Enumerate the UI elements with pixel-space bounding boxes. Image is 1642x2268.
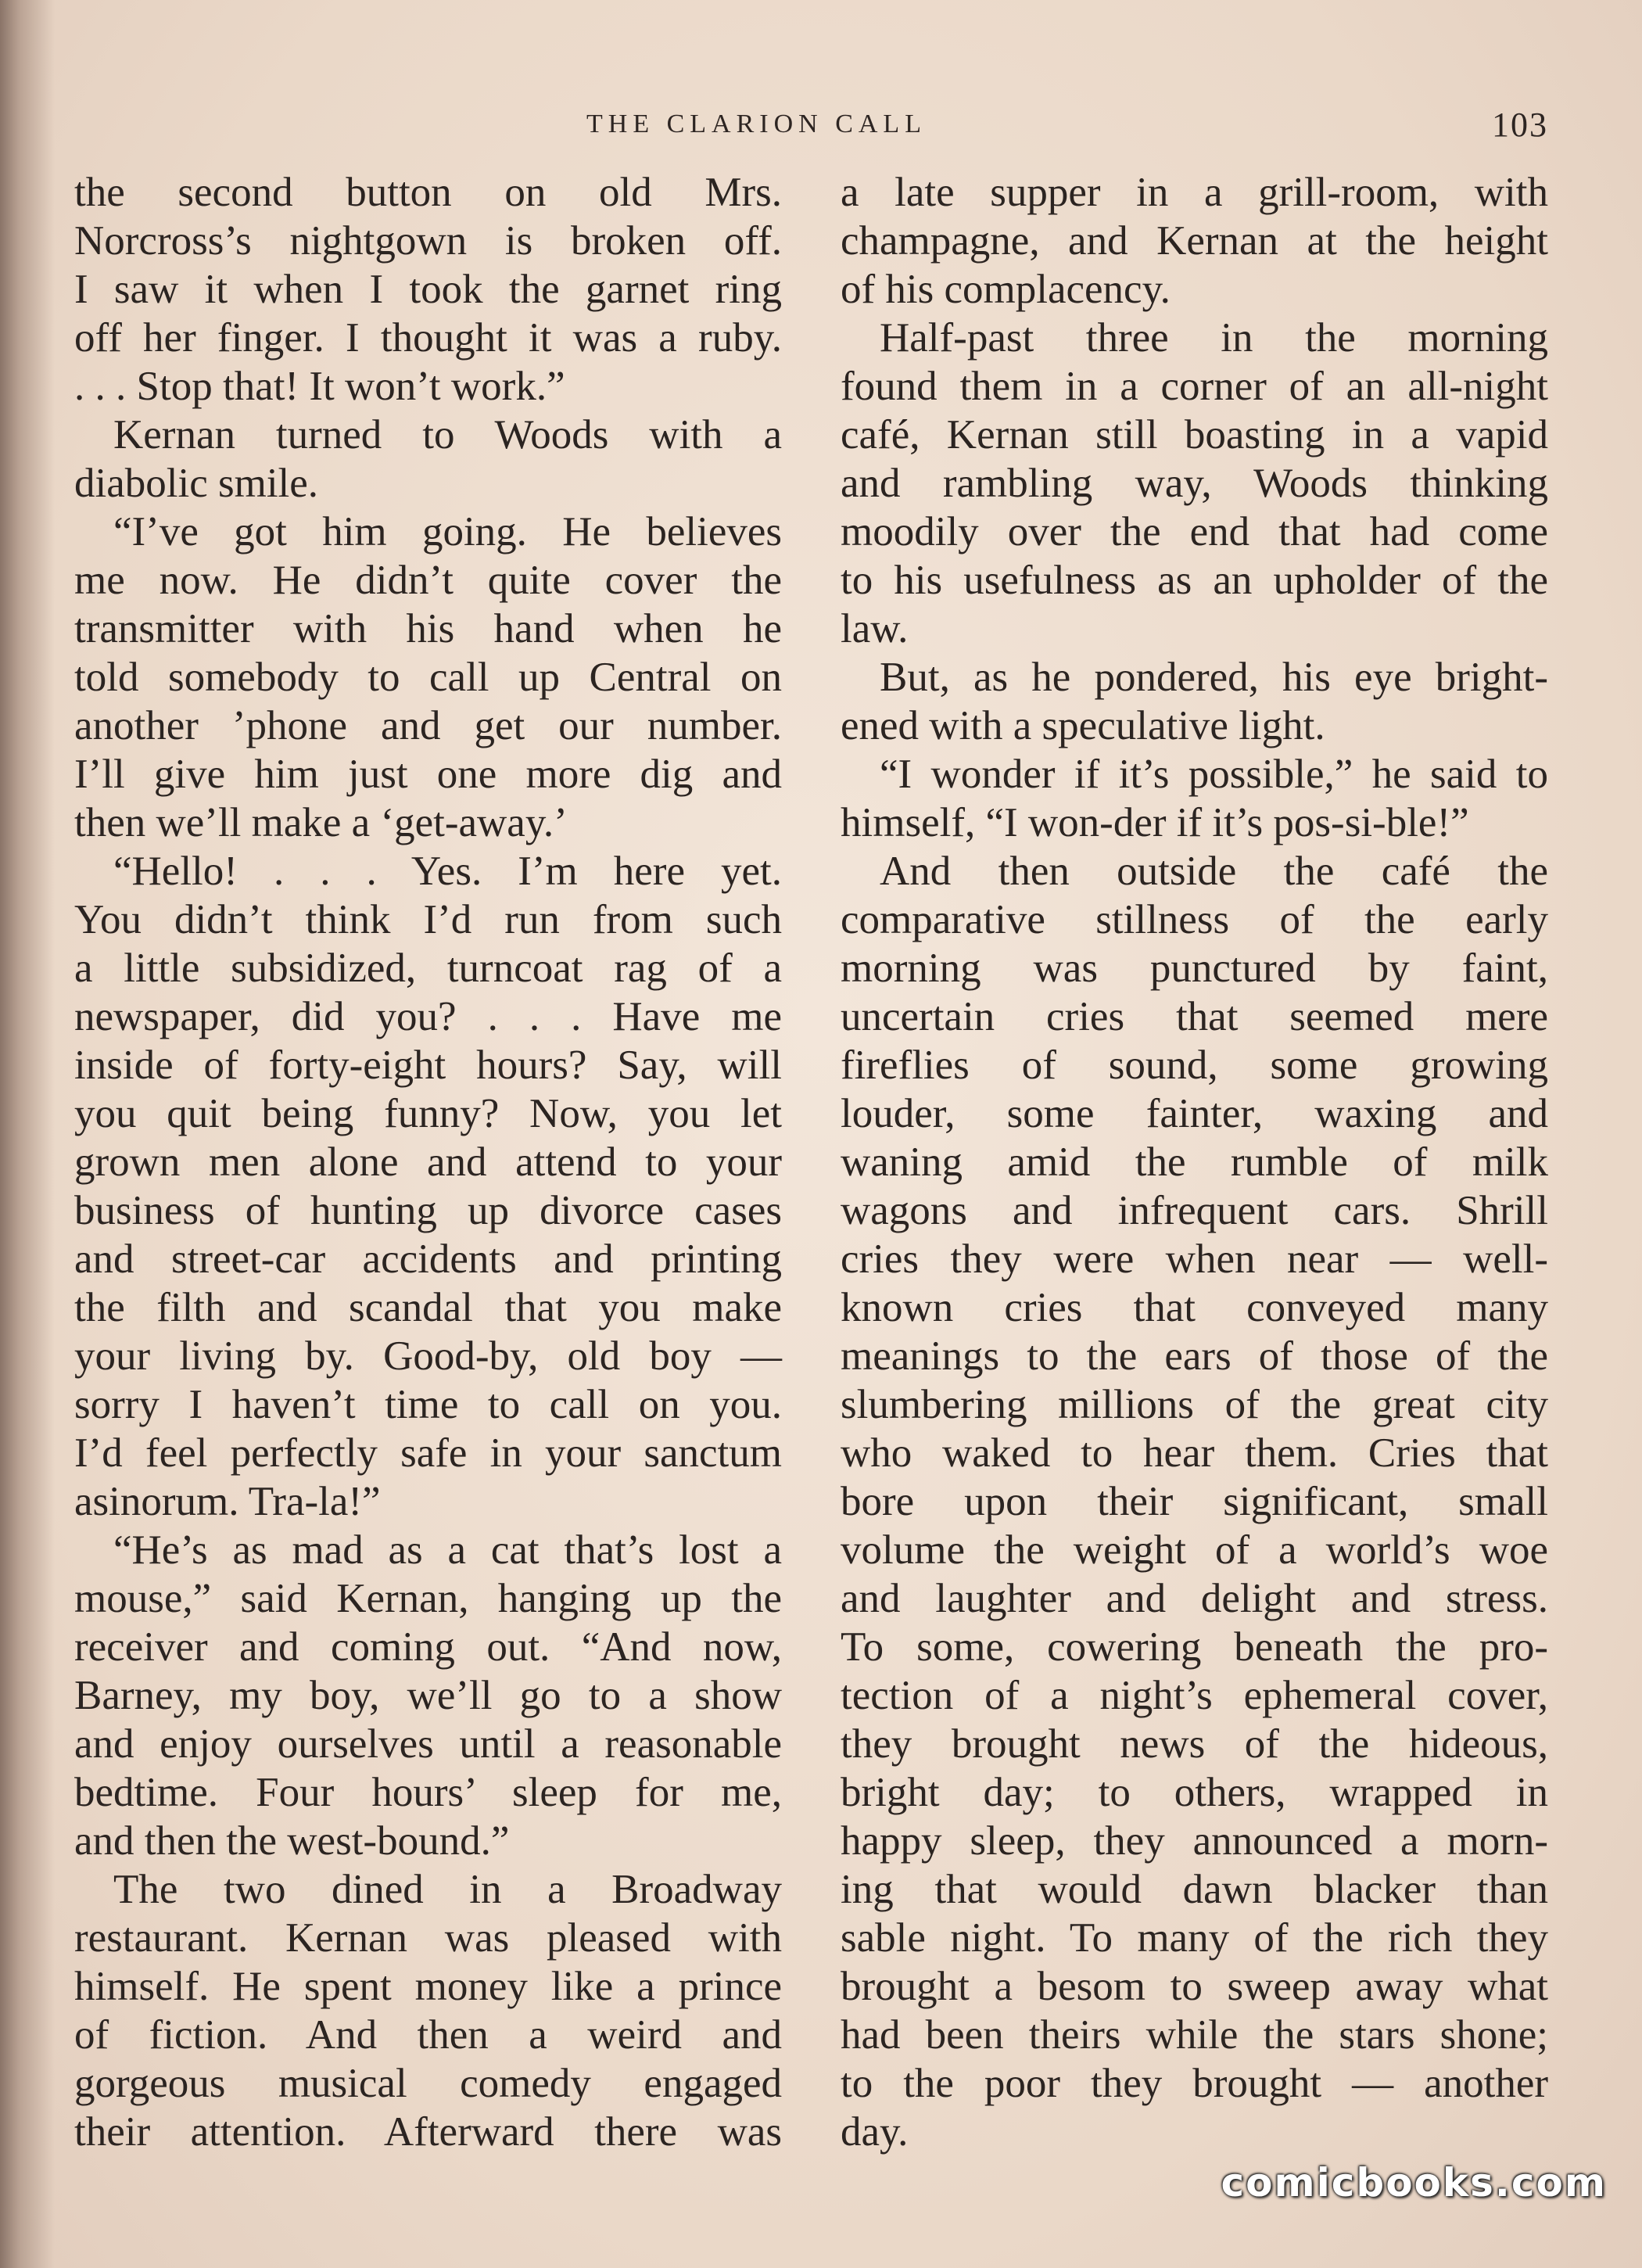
text-line: and laughter and delight and stress. [841, 1576, 1548, 1621]
text-line: You didn’t think I’d run from such [74, 897, 782, 942]
text-line: Half-past three in the morning [880, 315, 1548, 361]
text-line: brought a besom to sweep away what [841, 1964, 1548, 2009]
text-line: transmitter with his hand when he [74, 606, 782, 651]
text-line: “He’s as mad as a cat that’s lost a [113, 1527, 782, 1573]
text-line: a little subsidized, turncoat rag of a [74, 946, 782, 991]
text-line: your living by. Good-by, old boy — [74, 1333, 782, 1379]
text-line: to his usefulness as an upholder of the [841, 558, 1548, 603]
text-line: bore upon their significant, small [841, 1479, 1548, 1524]
text-line: happy sleep, they announced a morn- [841, 1818, 1548, 1864]
text-line: receiver and coming out. “And now, [74, 1624, 782, 1670]
text-line: himself, “I won-der if it’s pos-si-ble!” [841, 800, 1469, 845]
text-line: Norcross’s nightgown is broken off. [74, 218, 782, 264]
watermark: comicbooks.com [1221, 2160, 1607, 2205]
text-line: champagne, and Kernan at the height [841, 218, 1548, 264]
text-line: day. [841, 2109, 909, 2155]
text-line: to the poor they brought — another [841, 2061, 1548, 2106]
text-line: a late supper in a grill-room, with [841, 170, 1548, 215]
text-line: I saw it when I took the garnet ring [74, 267, 782, 312]
text-line: uncertain cries that seemed mere [841, 994, 1548, 1039]
text-line: newspaper, did you? . . . Have me [74, 994, 782, 1039]
text-line: The two dined in a Broadway [113, 1867, 782, 1912]
text-line: you quit being funny? Now, you let [74, 1091, 782, 1136]
text-line: and enjoy ourselves until a reasonable [74, 1721, 782, 1767]
text-line: bedtime. Four hours’ sleep for me, [74, 1770, 782, 1815]
page-spine-shadow [0, 0, 55, 2268]
text-line: “I wonder if it’s possible,” he said to [880, 752, 1548, 797]
text-line: of his complacency. [841, 267, 1171, 312]
text-column-left [74, 168, 782, 2156]
text-line: diabolic smile. [74, 461, 319, 506]
page-header [78, 100, 1548, 155]
text-line: waning amid the rumble of milk [841, 1139, 1548, 1185]
text-line: Kernan turned to Woods with a [113, 412, 782, 458]
text-line: and street-car accidents and printing [74, 1236, 782, 1282]
text-line: of fiction. And then a weird and [74, 2012, 782, 2058]
text-column-right [841, 168, 1548, 2156]
text-line: sable night. To many of the rich they [841, 1915, 1548, 1961]
text-line: moodily over the end that had come [841, 509, 1548, 554]
text-line: the filth and scandal that you make [74, 1285, 782, 1330]
text-line: who waked to hear them. Cries that [841, 1430, 1548, 1476]
text-line: told somebody to call up Central on [74, 655, 782, 700]
text-line: fireflies of sound, some growing [841, 1042, 1548, 1088]
text-line: another ’phone and get our number. [74, 703, 782, 748]
text-line: grown men alone and attend to your [74, 1139, 782, 1185]
text-line: “Hello! . . . Yes. I’m here yet. [113, 849, 782, 894]
text-line: bright day; to others, wrapped in [841, 1770, 1548, 1815]
text-line: inside of forty-eight hours? Say, will [74, 1042, 782, 1088]
text-line: I’ll give him just one more dig and [74, 752, 782, 797]
text-line: had been theirs while the stars shone; [841, 2012, 1548, 2058]
text-line: then we’ll make a ‘get-away.’ [74, 800, 568, 845]
text-line: slumbering millions of the great city [841, 1382, 1548, 1427]
text-line: And then outside the café the [880, 849, 1548, 894]
text-line: the second button on old Mrs. [74, 170, 782, 215]
text-line: Barney, my boy, we’ll go to a show [74, 1673, 782, 1718]
text-line: meanings to the ears of those of the [841, 1333, 1548, 1379]
text-line: . . . Stop that! It won’t work.” [74, 364, 565, 409]
text-line: ing that would dawn blacker than [841, 1867, 1548, 1912]
text-line: ened with a speculative light. [841, 703, 1325, 748]
text-line: law. [841, 606, 909, 651]
text-line: gorgeous musical comedy engaged [74, 2061, 782, 2106]
text-line: volume the weight of a world’s woe [841, 1527, 1548, 1573]
text-line: known cries that conveyed many [841, 1285, 1548, 1330]
text-line: But, as he pondered, his eye bright- [880, 655, 1548, 700]
text-line: and rambling way, Woods thinking [841, 461, 1548, 506]
text-line: To some, cowering beneath the pro- [841, 1624, 1548, 1670]
text-line: me now. He didn’t quite cover the [74, 558, 782, 603]
text-line: restaurant. Kernan was pleased with [74, 1915, 782, 1961]
text-line: mouse,” said Kernan, hanging up the [74, 1576, 782, 1621]
text-line: their attention. Afterward there was [74, 2109, 782, 2155]
text-line: asinorum. Tra-la!” [74, 1479, 381, 1524]
text-line: business of hunting up divorce cases [74, 1188, 782, 1233]
text-line: cries they were when near — well- [841, 1236, 1548, 1282]
text-line: louder, some fainter, waxing and [841, 1091, 1548, 1136]
text-line: found them in a corner of an all-night [841, 364, 1548, 409]
text-line: morning was punctured by faint, [841, 946, 1548, 991]
text-line: café, Kernan still boasting in a vapid [841, 412, 1548, 458]
text-line: comparative stillness of the early [841, 897, 1548, 942]
text-line: wagons and infrequent cars. Shrill [841, 1188, 1548, 1233]
text-line: “I’ve got him going. He believes [113, 509, 782, 554]
text-line: I’d feel perfectly safe in your sanctum [74, 1430, 782, 1476]
page-number: 103 [1492, 106, 1548, 144]
text-line: and then the west-bound.” [74, 1818, 510, 1864]
text-line: himself. He spent money like a prince [74, 1964, 782, 2009]
text-line: off her finger. I thought it was a ruby. [74, 315, 782, 361]
text-line: sorry I haven’t time to call on you. [74, 1382, 782, 1427]
text-line: tection of a night’s ephemeral cover, [841, 1673, 1548, 1718]
running-head: THE CLARION CALL [586, 109, 927, 138]
text-line: they brought news of the hideous, [841, 1721, 1548, 1767]
